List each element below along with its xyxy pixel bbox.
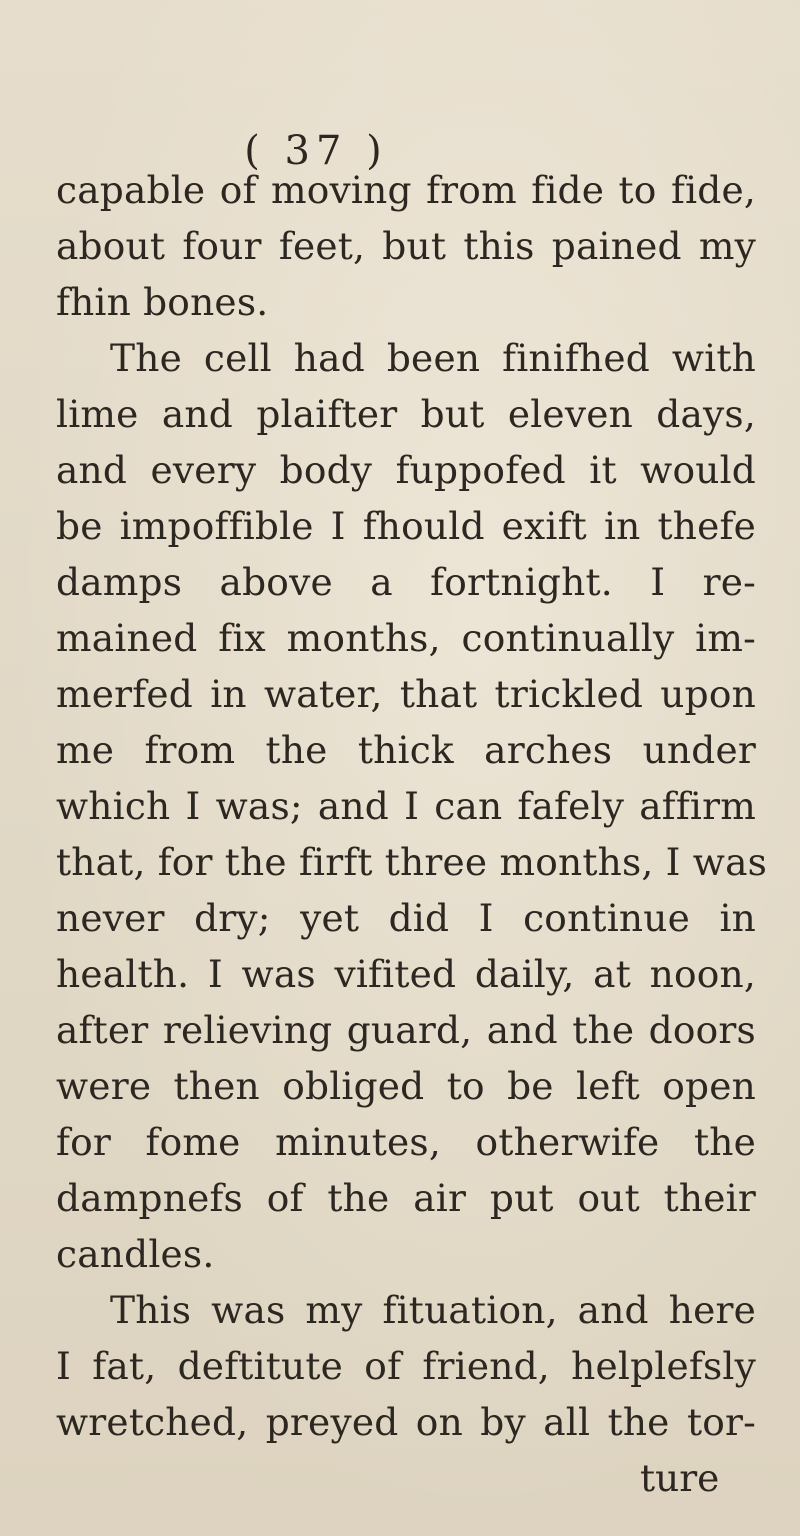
text-line: mained fix months, continually im- — [56, 616, 756, 660]
text-line: candles. — [56, 1232, 215, 1276]
text-line: be impoffible I fhould exift in thefe — [56, 504, 756, 548]
text-line: I fat, deftitute of friend, helplefsly — [56, 1344, 756, 1388]
text-line: that, for the firft three months, I was — [56, 840, 768, 884]
text-line: for fome minutes, otherwife the — [56, 1120, 756, 1164]
text-line: dampnefs of the air put out their — [56, 1176, 756, 1220]
text-line: never dry; yet did I continue in — [56, 896, 756, 940]
text-line: about four feet, but this pained my — [56, 224, 756, 268]
page-number: ( 37 ) — [244, 128, 388, 174]
text-line: me from the thick arches under — [56, 728, 756, 772]
text-line: fhin bones. — [56, 280, 269, 324]
text-line: and every body fuppofed it would — [56, 448, 756, 492]
text-line: wretched, preyed on by all the tor- — [56, 1400, 756, 1444]
text-line: lime and plaifter but eleven days, — [56, 392, 756, 436]
catchword: ture — [640, 1456, 720, 1500]
text-line: health. I was vifited daily, at noon, — [56, 952, 756, 996]
text-line: after relieving guard, and the doors — [56, 1008, 756, 1052]
text-line: merfed in water, that trickled upon — [56, 672, 756, 716]
text-line: capable of moving from fide to fide, — [56, 168, 756, 212]
text-line: which I was; and I can fafely affirm — [56, 784, 756, 828]
text-line: were then obliged to be left open — [56, 1064, 756, 1108]
text-line: This was my fituation, and here — [110, 1288, 756, 1332]
text-line: The cell had been finifhed with — [110, 336, 756, 380]
text-line: damps above a fortnight. I re- — [56, 560, 756, 604]
